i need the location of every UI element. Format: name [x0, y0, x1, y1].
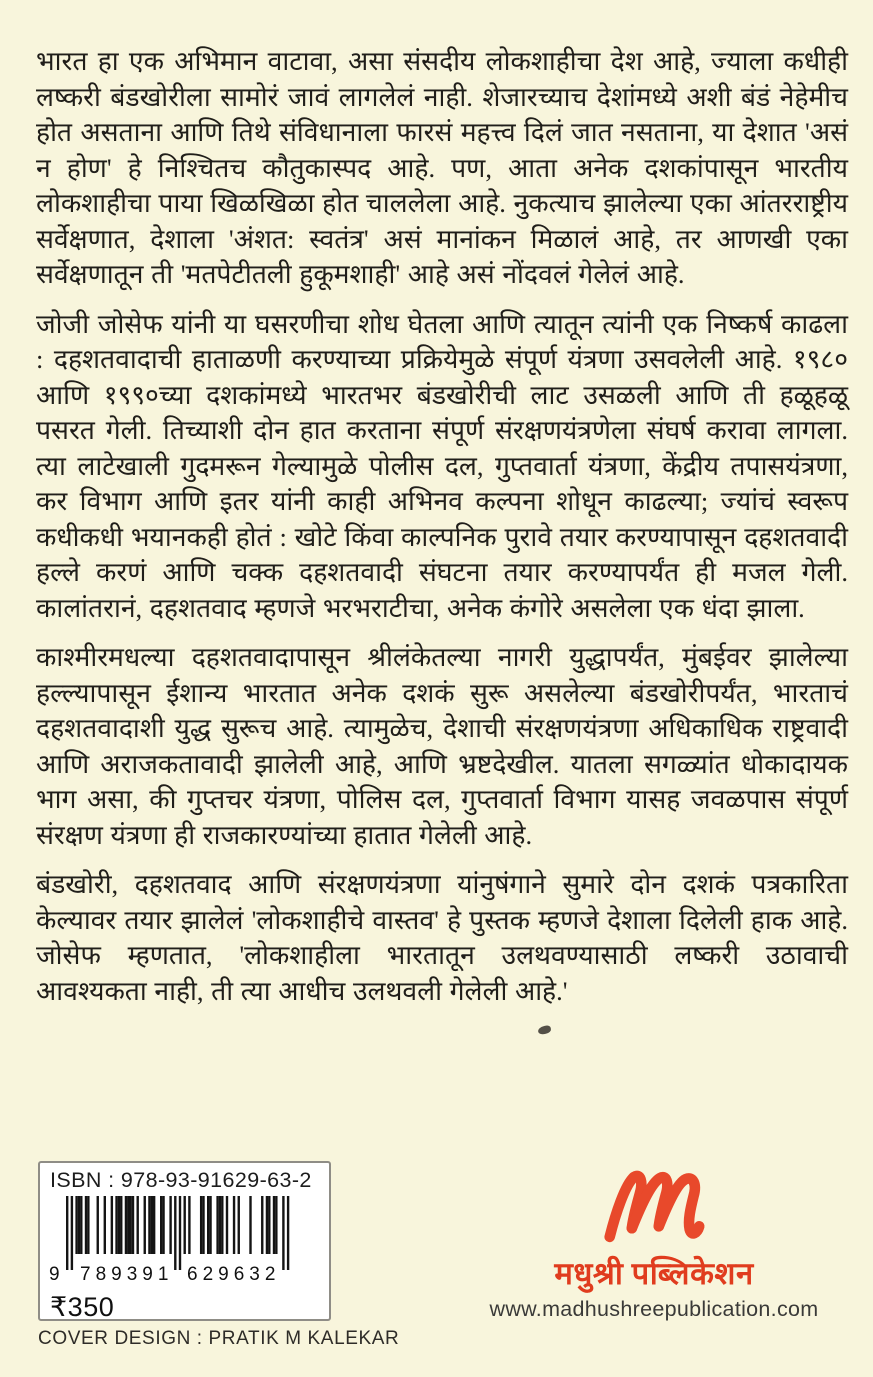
cover-design-credit: COVER DESIGN : PRATIK M KALEKAR	[38, 1328, 400, 1349]
barcode	[50, 1196, 319, 1292]
publisher-block	[443, 1166, 865, 1322]
publisher-website: www.madhushreepublication.com	[489, 1297, 819, 1321]
barcode-digits-right: 629632	[187, 1264, 281, 1285]
barcode-digits-left: 789391	[80, 1264, 174, 1285]
blurb-paragraph-4: बंडखोरी, दहशतवाद आणि संरक्षणयंत्रणा यांनुषंगाने सुमारे दोन दशकं पत्रकारिता केल्यावर तयार झालेलं 'लोकशाहीचे वास्तव' हे पुस्तक म्हणजे देशाला दिलेली हाक आहे. जोसेफ म्हणतात, 'लोकशाहीला भारतातून उलथवण्यासाठी लष्करी उठावाची आवश्यकता नाही, ती त्या आधीच उलथवली गेलेली आहे.'	[36, 869, 848, 1006]
blurb-text-block	[36, 44, 848, 1023]
barcode-digit-first: 9	[49, 1264, 60, 1285]
isbn-barcode-box	[38, 1161, 331, 1321]
ink-smudge-mark	[537, 1025, 551, 1036]
blurb-paragraph-1: भारत हा एक अभिमान वाटावा, असा संसदीय लोकशाहीचा देश आहे, ज्याला कधीही लष्करी बंडखोरीला सामोरं जावं लागलेलं नाही. शेजारच्याच देशांमध्ये अशी बंडं नेहेमीच होत असताना आणि तिथे संविधानाला फारसं महत्त्व दिलं जात नसताना, या देशात 'असं न होण' हे निश्चितच कौतुकास्पद आहे. पण, आता अनेक दशकांपासून भारतीय लोकशाहीचा पाया खिळखिळा होत चाललेला आहे. नुकत्याच झालेल्या एका आंतरराष्ट्रीय सर्वेक्षणात, देशाला 'अंशत: स्वतंत्र' असं मानांकन मिळालं आहे, तर आणखी एका सर्वेक्षणातून ती 'मतपेटीतली हुकूमशाही' आहे असं नोंदवलं गेलेलं आहे.	[36, 46, 848, 289]
blurb-paragraph-2: जोजी जोसेफ यांनी या घसरणीचा शोध घेतला आणि त्यातून त्यांनी एक निष्कर्ष काढला : दहशतवादाची हाताळणी करण्याच्या प्रक्रियेमुळे संपूर्ण यंत्रणा उसवलेली आहे. १९८० आणि १९९०च्या दशकांमध्ये भारतभर बंडखोरीची लाट उसळली आणि ती हळूहळू पसरत गेली. तिच्याशी दोन हात करताना संपूर्ण संरक्षणयंत्रणेला संघर्ष करावा लागला. त्या लाटेखाली गुदमरून गेल्यामुळे पोलीस दल, गुप्तवार्ता यंत्रणा, केंद्रीय तपासयंत्रणा, कर विभाग आणि इतर यांनी काही अभिनव कल्पना शोधून काढल्या; ज्यांचं स्वरूप कधीकधी भयानकही होतं : खोटे किंवा काल्पनिक पुरावे तयार करण्यापासून दहशतवादी हल्ले करणं आणि चक्क दहशतवादी संघटना तयार करण्यापर्यंत ही मजल गेली. कालांतरानं, दहशतवाद म्हणजे भरभराटीचा, अनेक कंगोरे असलेला एक धंदा झाला.	[36, 308, 848, 623]
isbn-number: ISBN : 978-93-91629-63-2	[50, 1168, 312, 1192]
blurb-paragraph-3: काश्मीरमधल्या दहशतवादापासून श्रीलंकेतल्या नागरी युद्धापर्यंत, मुंबईवर झालेल्या हल्ल्यापासून ईशान्य भारतात अनेक दशकं सुरू असलेल्या बंडखोरीपर्यंत, भारताचं दहशतवादाशी युद्ध सुरूच आहे. त्यामुळेच, देशाची संरक्षणयंत्रणा अधिकाधिक राष्ट्रवादी आणि अराजकतावादी झालेली आहे, आणि भ्रष्टदेखील. यातला सगळ्यांत धोकादायक भाग असा, की गुप्तचर यंत्रणा, पोलिस दल, गुप्तवार्ता विभाग यासह जवळपास संपूर्ण संरक्षण यंत्रणा ही राजकारण्यांच्या हातात गेलेली आहे.	[36, 642, 848, 850]
publisher-name: मधुश्री पब्लिकेशन	[554, 1256, 754, 1291]
publisher-m-logo-icon	[602, 1166, 706, 1250]
price: ₹350	[50, 1292, 115, 1322]
